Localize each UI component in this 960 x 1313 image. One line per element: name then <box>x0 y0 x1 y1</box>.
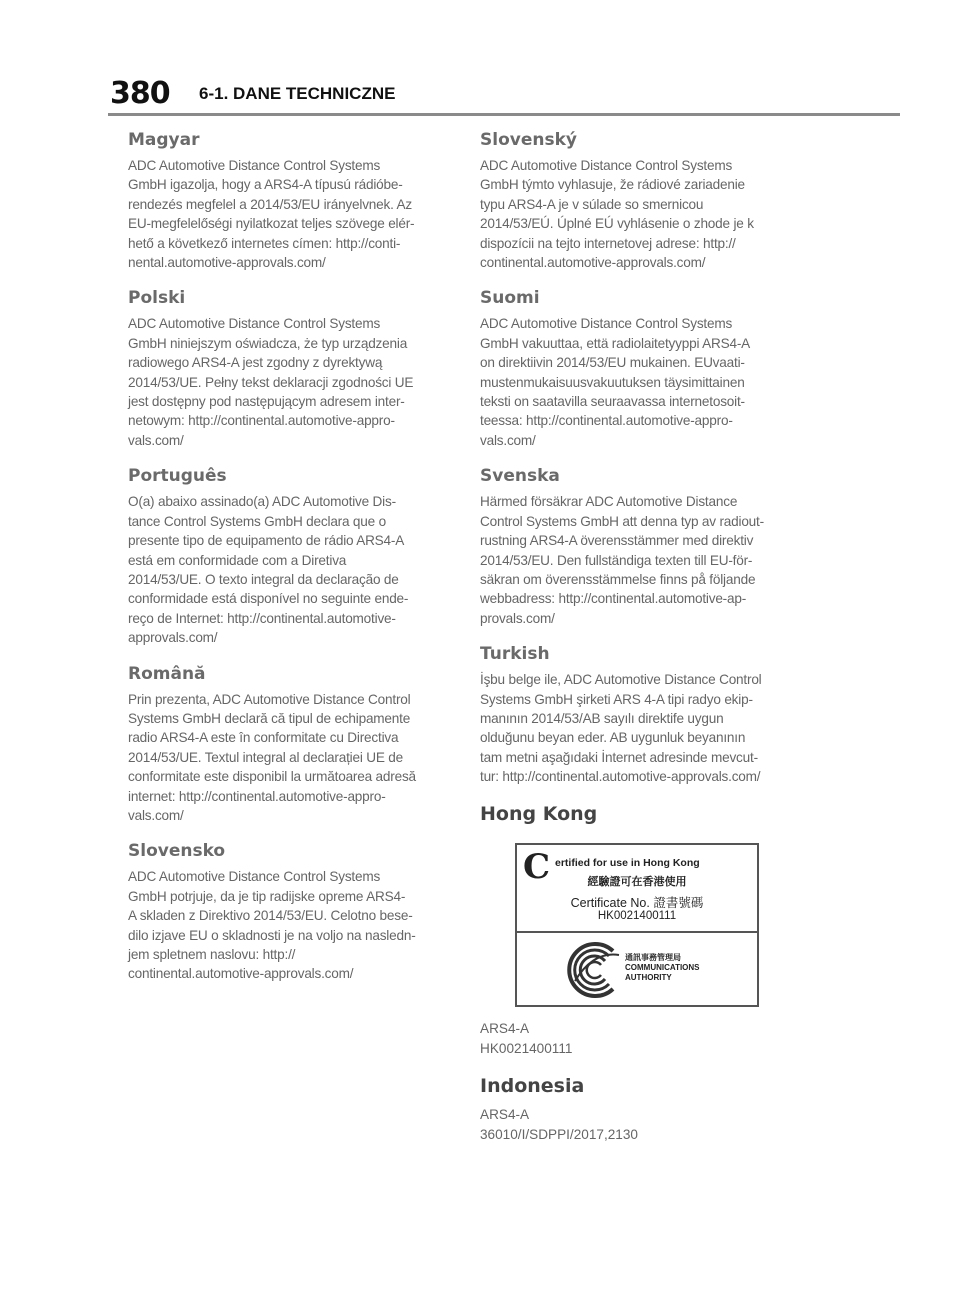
section-text: ADC Automotive Distance Control Systems GmbH týmto vyhlasuje, že rádiové zariadenie typu ARS4-A je v súlade so smernicou 2014/53/EÚ. Úplné EÚ vyhlásenie o zhode je k dispozícii na tejto internetovej adrese: http:// continental.automotive-approvals.com/ <box>480 158 754 271</box>
section-magyar <box>128 130 458 272</box>
certificate-line-1: ertified for use in Hong Kong <box>555 856 700 869</box>
section-heading: Slovenský <box>480 130 577 150</box>
indonesia-number: 36010/I/SDPPI/2017,2130 <box>480 1126 638 1142</box>
authority-name <box>625 953 700 983</box>
section-heading: Svenska <box>480 466 560 487</box>
section-indonesia <box>480 1075 810 1145</box>
section-svenska <box>480 466 810 628</box>
section-heading: Magyar <box>128 130 200 150</box>
hong-kong-number: HK0021400111 <box>480 1040 573 1056</box>
chapter-title: 6-1. DANE TECHNICZNE <box>199 84 396 103</box>
right-column <box>480 120 810 1161</box>
section-slovensko <box>128 841 458 983</box>
section-heading: Indonesia <box>480 1074 585 1097</box>
section-polski <box>128 288 458 450</box>
section-text: Prin prezenta, ADC Automotive Distance Control Systems GmbH declară că tipul de echipamente radio ARS4-A este în conformitate cu Directiva 2014/53/UE. Textul integral al declarației UE de conformitate este disponibil la următoarea adresă internet: http://continental.automotive-appro- vals.com/ <box>128 691 416 823</box>
certificate-line-3: Certificate No. 證書號碼 <box>570 895 704 910</box>
section-slovensky <box>480 130 810 272</box>
section-heading: Română <box>128 663 206 684</box>
section-portugues <box>128 466 458 647</box>
section-suomi <box>480 288 810 450</box>
section-text: İşbu belge ile, ADC Automotive Distance Control Systems GmbH şirketi ARS 4-A tipi radyo ekip- manının 2014/53/AB sayılı direktife uygun olduğunu beyan eder. AB uygunluk beyanının tam metni aşağıdaki İnternet adresinde mevcut- tur: http://continental.automotive-approvals.com/ <box>480 672 762 785</box>
section-heading: Português <box>128 466 227 487</box>
section-text: O(a) abaixo assinado(a) ADC Automotive Dis- tance Control Systems GmbH declara que o presente tipo de equipamento de rádio ARS4-A está em conformidade com a Diretiva 2014/53/UE. O texto integral da declaração de conformidade está disponível no seguinte ende- reço de Internet: http://continental.automotive- approvals.com/ <box>128 494 409 646</box>
header-divider <box>108 113 900 116</box>
hong-kong-certificate-label <box>515 843 759 1007</box>
section-text: Härmed försäkrar ADC Automotive Distance Control Systems GmbH att denna typ av radiout- rustning ARS4-A överensstämmer med direktiv 2014/53/EU. Den fullständiga texten till EU-för- säkran om överensstämmelse finns på följande webbadress: http://continental.automotive-ap- provals.com/ <box>480 494 764 626</box>
section-turkish <box>480 644 810 786</box>
indonesia-model: ARS4-A <box>480 1106 530 1122</box>
section-heading: Polski <box>128 288 186 309</box>
authority-chinese: 通訊事務管理局 <box>625 952 681 962</box>
certificate-c-letter: C <box>523 846 551 887</box>
section-text: ADC Automotive Distance Control Systems GmbH potrjuje, da je tip radijske opreme ARS4- A skladen z Direktivo 2014/53/EU. Celotno bese- dilo izjave EU o skladnosti je na voljo na nasledn- jem spletnem naslovu: http:// continental.automotive-approvals.com/ <box>128 869 416 982</box>
section-text: ADC Automotive Distance Control Systems GmbH igazolja, hogy a ARS4-A típusú rádióbe- rendezés megfelel a 2014/53/EU irányelvnek. Az EU-megfelelőségi nyilatkozat teljes szövege elér- hető a következő internetes címen: http://conti- nental.automotive-approvals.com/ <box>128 158 415 271</box>
hong-kong-model: ARS4-A <box>480 1020 530 1036</box>
page-number: 380 <box>110 76 170 111</box>
section-heading: Hong Kong <box>480 802 598 825</box>
certificate-number: HK0021400111 <box>597 909 677 922</box>
communications-authority-logo-icon <box>563 941 623 999</box>
authority-logo-area <box>517 933 757 1005</box>
certificate-line-2: 經驗證可在香港使用 <box>587 875 687 888</box>
section-text: ADC Automotive Distance Control Systems GmbH vakuuttaa, että radiolaitetyyppi ARS4-A on direktiivin 2014/53/EU mukainen. EUvaati- mustenmukaisuusvakuutuksen täysimittainen teksti on saatavilla seuraavassa internetosoit- teessa: http://continental.automotive-appro- vals.com/ <box>480 316 751 448</box>
section-heading: Turkish <box>480 644 550 665</box>
section-romana <box>128 664 458 826</box>
section-heading: Suomi <box>480 288 540 309</box>
section-text: ADC Automotive Distance Control Systems GmbH niniejszym oświadcza, że typ urządzenia radiowego ARS4-A jest zgodny z dyrektywą 2014/53/UE. Pełny tekst deklaracji zgodności UE jest dostępny pod następującym adresem inter- netowym: http://continental.automotive-appro- vals.com/ <box>128 316 414 448</box>
left-column <box>128 120 458 1000</box>
section-hong-kong <box>480 803 810 1059</box>
authority-line-1: COMMUNICATIONS <box>625 962 700 972</box>
certificate-info <box>517 845 757 933</box>
section-heading: Slovensko <box>128 841 226 862</box>
authority-line-2: AUTHORITY <box>625 972 672 982</box>
